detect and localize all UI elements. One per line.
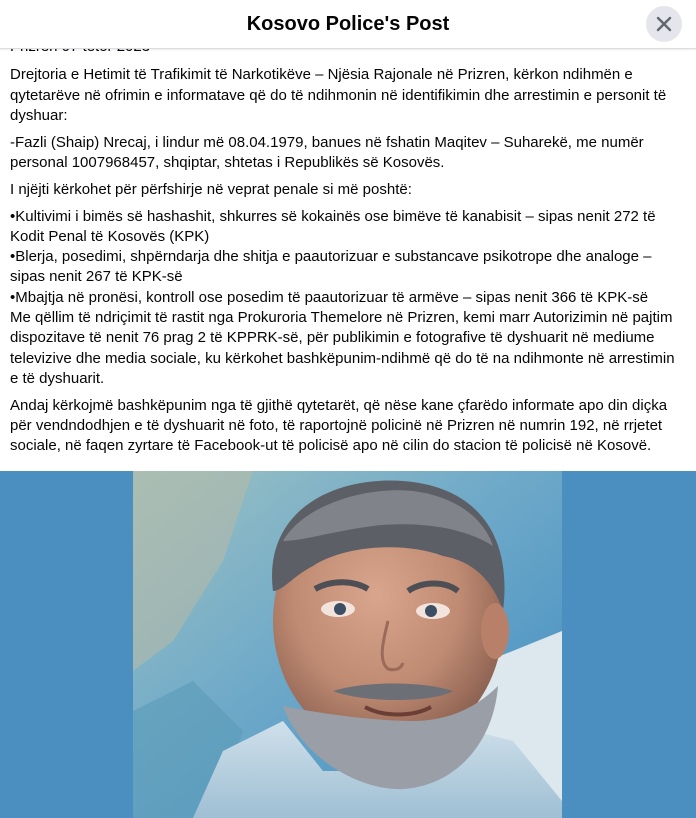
post-paragraph: Drejtoria e Hetimit të Trafikimit të Narkotikëve – Njësia Rajonale në Prizren, kërkon ndihmën e qytetarëve në ofrimin e informatave që do të ndihmonin në identifikimin dhe arrestimin e personit të dyshuar:	[10, 66, 667, 124]
post-paragraph: I njëjti kërkohet për përfshirje në veprat penale si më poshtë:	[10, 180, 412, 198]
post-photo-area[interactable]	[0, 471, 696, 818]
charge-item: •Kultivimi i bimës së hashashit, shkurres së kokainës ose bimëve të kanabisit – sipas nenit 272 të Kodit Penal të Kosovës (KPK)	[10, 207, 656, 245]
charge-item: •Mbajtja në pronësi, kontroll ose posedim të paautorizuar të armëve – sipas nenit 366 të KPK-së	[10, 288, 649, 306]
post-title: Kosovo Police's Post	[246, 13, 450, 35]
post-header	[0, 0, 696, 49]
suspect-photo-illustration	[133, 471, 562, 818]
charge-item: •Blerja, posedimi, shpërndarja dhe shitja e paautorizuar e substancave psikotrope dhe analoge – sipas nenit 267 të KPK-së	[10, 248, 652, 286]
post-text	[10, 37, 686, 463]
close-button[interactable]	[646, 6, 682, 42]
suspect-photo[interactable]	[133, 471, 562, 818]
close-icon	[654, 14, 674, 34]
authorization-paragraph: Me qëllim të ndriçimit të rastit nga Prokuroria Themelore në Prizren, kemi marr Autorizimin në pajtim dispozitave të nenit 76 prag 2 të KPPRK-së, për publikimin e fotografive të dyshuarit në mediume televizive dhe media sociale, ku kërkohet bashkëpunim-ndihmë që do të na ndihmonte në arrestimin e të dyshuarit.	[10, 309, 675, 387]
post-paragraph: -Fazli (Shaip) Nrecaj, i lindur më 08.04.1979, banues në fshatin Maqitev – Suharekë, me numër personal 1007968457, shqiptar, shtetas i Republikës së Kosovës.	[10, 133, 644, 171]
appeal-paragraph: Andaj kërkojmë bashkëpunim nga të gjithë qytetarët, që nëse kane çfarëdo informate apo din diçka për vendndodhjen e të dyshuarit në foto, të raportojnë policinë në Prizren në numrin 192, në rrjetet sociale, në faqen zyrtare të Facebook-ut të policisë apo në cilin do stacion të policisë në Kosovë.	[10, 396, 668, 455]
